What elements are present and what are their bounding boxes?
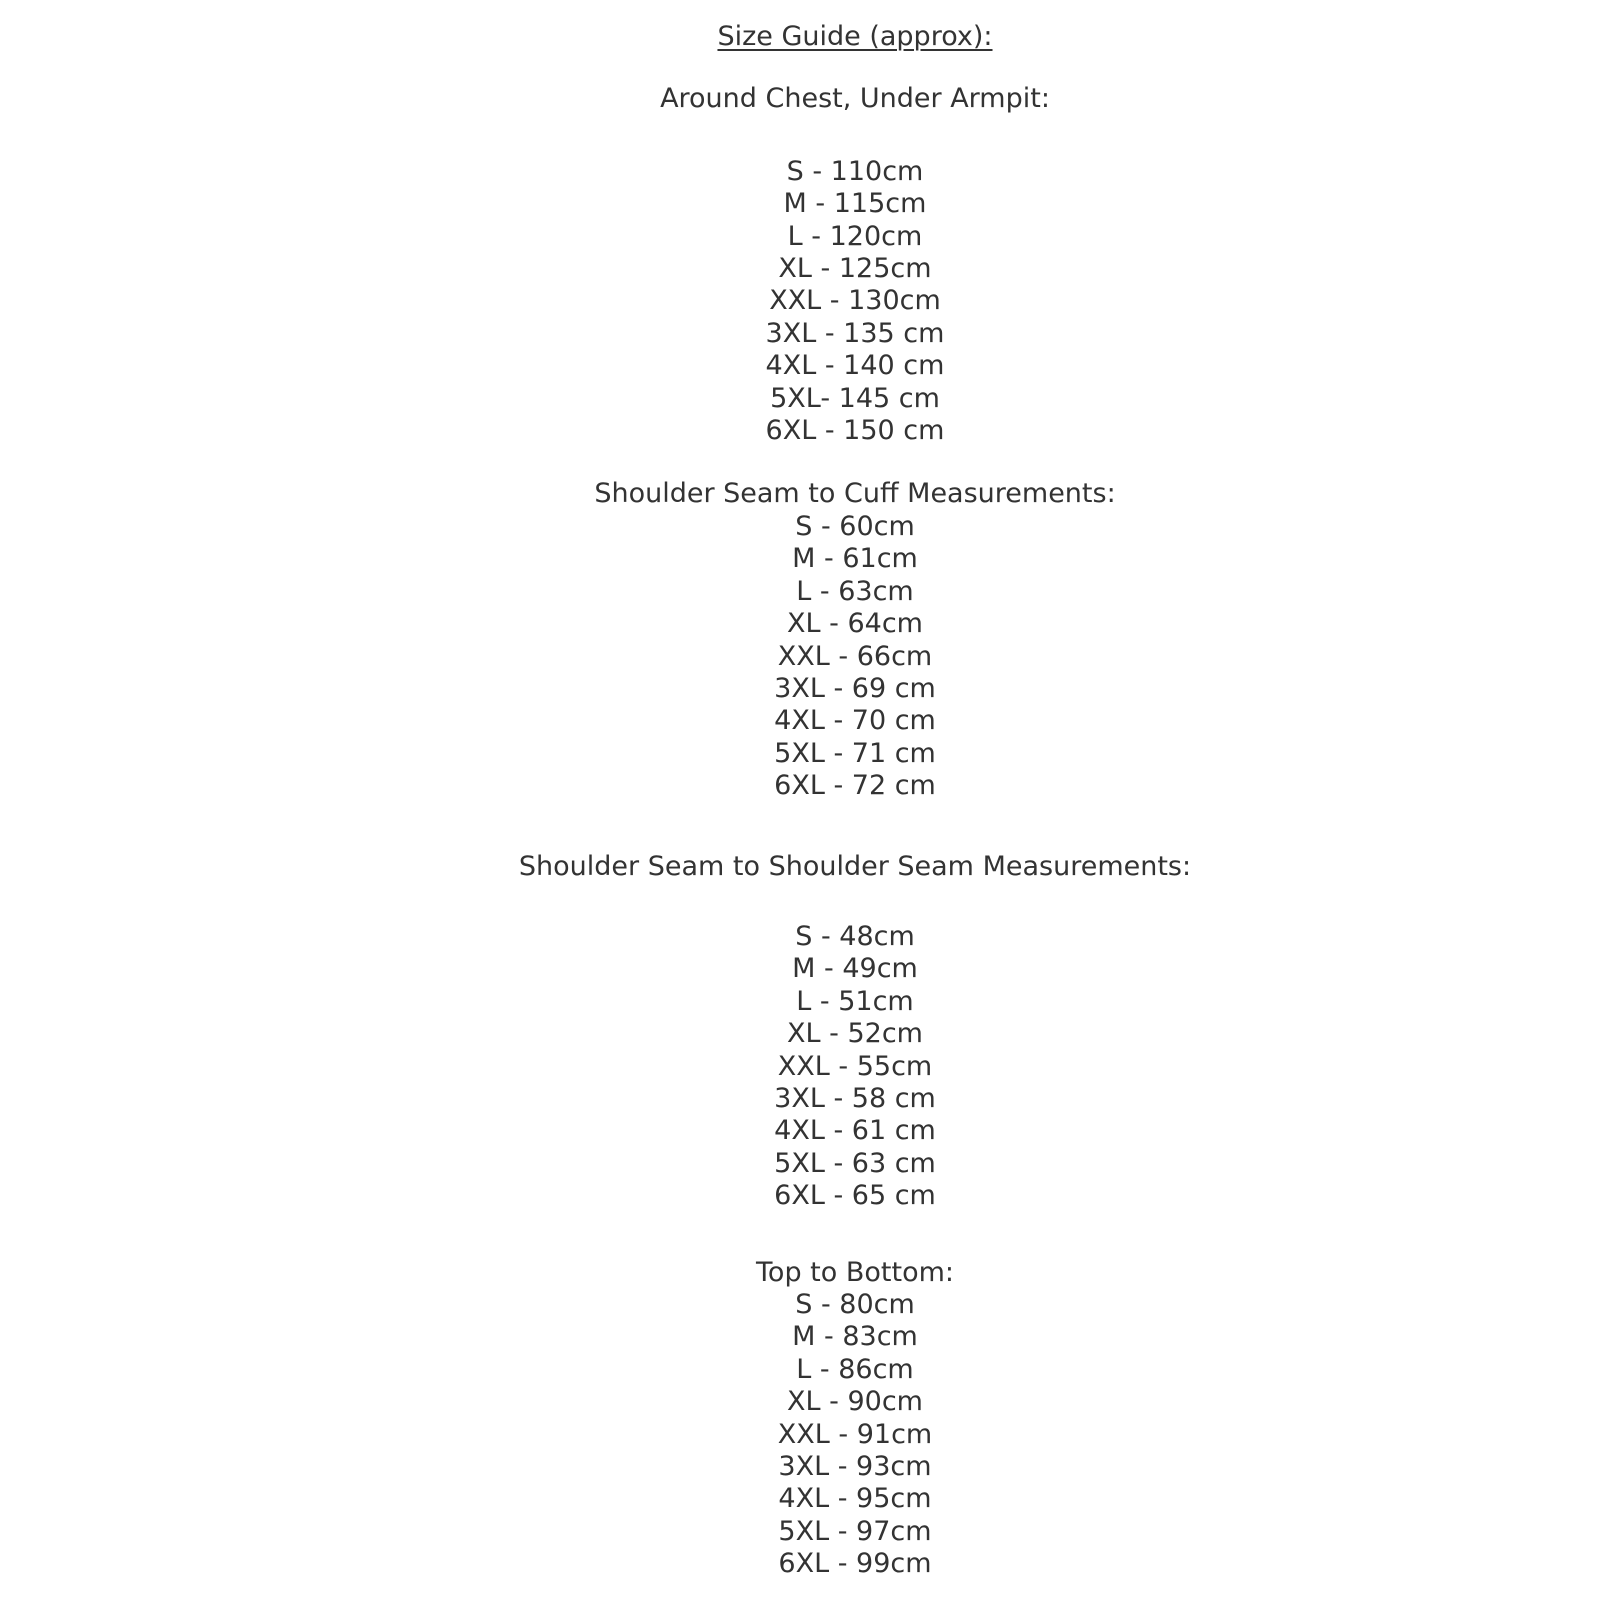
- size-list: [110, 156, 1600, 448]
- size-line: XL - 125cm: [778, 253, 932, 285]
- size-line: L - 120cm: [787, 220, 923, 252]
- size-line: XXL - 91cm: [777, 1418, 933, 1450]
- size-list: [110, 921, 1600, 1213]
- size-line: 6XL - 99cm: [778, 1548, 932, 1580]
- size-line: XXL - 66cm: [777, 640, 933, 672]
- size-line: 5XL - 97cm: [778, 1515, 932, 1547]
- size-line: 4XL - 95cm: [778, 1483, 932, 1515]
- size-line: 3XL - 58 cm: [774, 1082, 936, 1114]
- size-line: 4XL - 140 cm: [765, 350, 945, 382]
- size-line: 4XL - 61 cm: [774, 1115, 936, 1147]
- size-line: 3XL - 93cm: [778, 1451, 932, 1483]
- size-line: XXL - 130cm: [769, 285, 941, 317]
- section-shoulder-to-cuff: [110, 478, 1600, 802]
- size-list: [110, 1289, 1600, 1581]
- size-line: 5XL- 145 cm: [770, 382, 940, 414]
- size-line: 5XL - 71 cm: [774, 737, 936, 769]
- size-line: XXL - 55cm: [777, 1050, 933, 1082]
- size-line: XL - 52cm: [787, 1018, 923, 1050]
- size-line: M - 49cm: [792, 953, 918, 985]
- size-line: 6XL - 65 cm: [774, 1180, 936, 1212]
- size-list: [110, 511, 1600, 803]
- size-line: S - 80cm: [795, 1289, 915, 1320]
- size-line: M - 61cm: [792, 543, 918, 575]
- section-heading: Shoulder Seam to Cuff Measurements:: [594, 478, 1116, 510]
- size-line: S - 60cm: [795, 510, 915, 542]
- size-line: L - 63cm: [796, 575, 914, 607]
- size-line: 6XL - 72 cm: [774, 770, 936, 802]
- size-line: XL - 90cm: [787, 1386, 923, 1418]
- section-shoulder-to-shoulder: [110, 851, 1600, 1213]
- section-heading: Top to Bottom:: [756, 1256, 954, 1288]
- section-heading: Around Chest, Under Armpit:: [660, 83, 1050, 115]
- size-line: 3XL - 135 cm: [765, 317, 945, 349]
- size-line: M - 83cm: [792, 1321, 918, 1353]
- size-line: L - 86cm: [796, 1353, 914, 1385]
- size-line: S - 110cm: [786, 155, 924, 187]
- size-line: M - 115cm: [783, 188, 927, 220]
- size-line: 4XL - 70 cm: [774, 705, 936, 737]
- page-title: Size Guide (approx):: [717, 21, 993, 52]
- size-line: L - 51cm: [796, 985, 914, 1017]
- section-top-to-bottom: [110, 1257, 1600, 1581]
- section-heading: Shoulder Seam to Shoulder Seam Measurements:: [518, 850, 1192, 882]
- section-around-chest: [110, 83, 1600, 447]
- size-line: 6XL - 150 cm: [765, 415, 945, 447]
- size-line: S - 48cm: [795, 920, 915, 952]
- size-line: XL - 64cm: [787, 608, 923, 640]
- size-line: 5XL - 63 cm: [774, 1147, 936, 1179]
- size-line: 3XL - 69 cm: [774, 672, 936, 704]
